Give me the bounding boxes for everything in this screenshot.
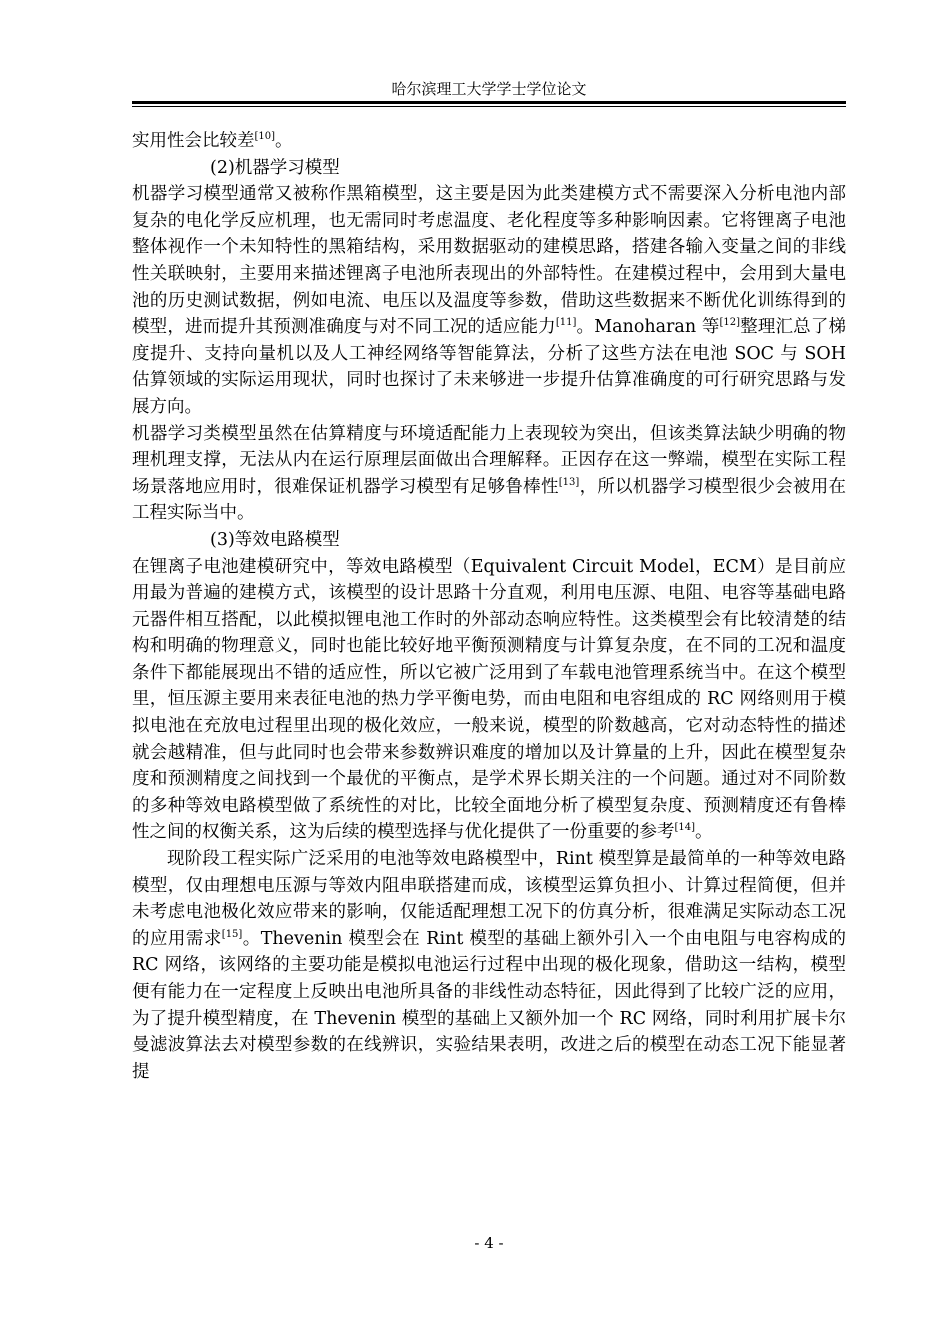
text-run: 。 (695, 822, 713, 843)
section-heading (132, 155, 846, 182)
citation-ref: [10] (254, 131, 276, 143)
citation-ref: [13] (558, 476, 580, 488)
text-run: 机器学习类模型虽然在估算精度与环境适配能力上表现较为突出，但该类算法缺少明确的物理机理支撑，无法从内在运行原理层面做出合理解释。正因存在这一弊端，模型在实际工程场景落地应用时，很难保证机器学习模型有足够鲁棒性 (132, 423, 846, 497)
body-paragraph (132, 554, 846, 847)
text-run: (2)机器学习模型 (210, 157, 340, 178)
header-rule-thin (132, 106, 846, 107)
text-run: ，所以机器学习模型很少会被用在工程实际当中。 (132, 476, 846, 524)
text-run: 在锂离子电池建模研究中，等效电路模型（Equivalent Circuit Model，ECM）是目前应用最为普遍的建模方式，该模型的设计思路十分直观，利用电压源、电阻、电容等基础电路元器件相互搭配，以此模拟锂电池工作时的外部动态响应特性。这类模型会有比较清楚的结构和明确的物理意义，同时也能比较好地平衡预测精度与计算复杂度，在不同的工况和温度条件下都能展现出不错的适应性，所以它被广泛用到了车载电池管理系统当中。在这个模型里，恒压源主要用来表征电池的热力学平衡电势，而由电阻和电容组成的 RC 网络则用于模拟电池在充放电过程里出现的极化效应，一般来说，模型的阶数越高，它对动态特性的描述就会越精准，但与此同时也会带来参数辨识难度的增加以及计算量的上升，因此在模型复杂度和预测精度之间找到一个最优的平衡点，是学术界长期关注的一个问题。通过对不同阶数的多种等效电路模型做了系统性的对比，比较全面地分析了模型复杂度、预测精度还有鲁棒性之间的权衡关系，这为后续的模型选择与优化提供了一份重要的参考 (132, 556, 846, 843)
section-heading (132, 527, 846, 554)
text-run: 实用性会比较差 (132, 131, 255, 151)
header-rule-thick (132, 101, 846, 104)
text-run: 。 (275, 131, 293, 151)
document-body (132, 128, 846, 1085)
body-paragraph (132, 128, 846, 155)
body-paragraph (132, 421, 846, 527)
page-header: 哈尔滨理工大学学士学位论文 (391, 80, 587, 98)
text-run: (3)等效电路模型 (210, 529, 340, 550)
text-run: 整理汇总了梯度提升、支持向量机以及人工神经网络等智能算法，分析了这些方法在电池 SOC 与 SOH 估算领域的实际运用现状，同时也探讨了未来够进一步提升估算准确度的可行研究思路与发展方向。 (132, 317, 847, 417)
text-run: 机器学习模型通常又被称作黑箱模型，这主要是因为此类建模方式不需要深入分析电池内部复杂的电化学反应机理，也无需同时考虑温度、老化程度等多种影响因素。它将锂离子电池整体视作一个未知特性的黑箱结构，采用数据驱动的建模思路，搭建各输入变量之间的非线性关联映射，主要用来描述锂离子电池所表现出的外部特性。在建模过程中，会用到大量电池的历史测试数据，例如电流、电压以及温度等参数，借助这些数据来不断优化训练得到的模型，进而提升其预测准确度与对不同工况的适应能力 (132, 184, 846, 338)
text-run: 现阶段工程实际广泛采用的电池等效电路模型中，Rint 模型算是最简单的一种等效电路模型，仅由理想电压源与等效内阻串联搭建而成，该模型运算负担小、计算过程简便，但并未考虑电池极化效应带来的影响，仅能适配理想工况下的仿真分析，很难满足实际动态工况的应用需求 (132, 849, 846, 949)
citation-ref: [11] (555, 317, 577, 329)
citation-ref: [12] (719, 317, 741, 329)
citation-ref: [15] (221, 928, 243, 940)
body-paragraph (132, 846, 846, 1085)
citation-ref: [14] (674, 822, 696, 834)
text-run: 。Manoharan 等 (576, 317, 720, 338)
page-number: - 4 - (474, 1234, 504, 1252)
text-run: 。Thevenin 模型会在 Rint 模型的基础上额外引入一个由电阻与电容构成的 RC 网络，该网络的主要功能是模拟电池运行过程中出现的极化现象，借助这一结构，模型便有能力在一定程度上反映出电池所具备的非线性动态特征，因此得到了比较广泛的应用，为了提升模型精度，在 Thevenin 模型的基础上又额外加一个 RC 网络，同时利用扩展卡尔曼滤波算法去对模型参数的在线辨识，实验结果表明，改进之后的模型在动态工况下能显著提 (132, 928, 847, 1082)
body-paragraph (132, 181, 846, 420)
